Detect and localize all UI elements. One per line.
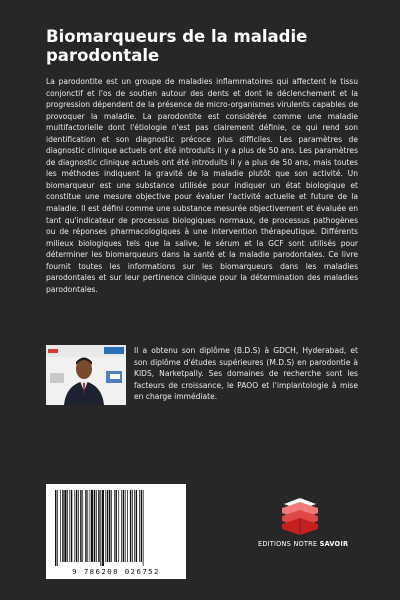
book-description: La parodontite est un groupe de maladies inflammatoires qui affectent le tissu conjonctif et l'os de soutien autour des dents et dont le déclenchement et la progression dépendent de la présence de micro-organismes virulents capables de provoquer la maladie. La parodontite est considérée comme une maladie multifactorielle dont l'étiologie n'est pas clairement définie, ce qui rend son identification et son diagnostic précoce plus difficiles. Les paramètres de diagnostic clinique actuels ont été introduits il y a plus de 50 ans. Les paramètres de diagnostic clinique actuels ont été introduits il y a plus de 50 ans, mais toutes les méthodes indiquent la gravité de la maladie plutôt que son activité. Un biomarqueur est une substance utilisée pour indiquer un état biologique et constitue une mesure objective pour évaluer l'activité actuelle et future de la maladie. Il est défini comme une substance mesurée objectivement et évaluée en tant qu'indicateur de processus biologiques normaux, de processus pathogènes ou de réponses pharmacologiques à une intervention thérapeutique. Différents milieux biologiques tels que la salive, le sérum et la GCF sont utilisés pour déterminer les biomarqueurs dans la santé et la maladie parodontales. Ce livre fournit toutes les informations sur les biomarqueurs dans les maladies parodontales et sur leur pertinence clinique pour la détermination des maladies parodontales.: [46, 77, 358, 294]
barcode-bar: [121, 490, 122, 562]
barcode-bar: [94, 490, 95, 562]
barcode-bar: [125, 490, 126, 562]
barcode-bar: [127, 490, 128, 562]
book-title: Biomarqueurs de la maladie parodontale: [46, 27, 308, 65]
publisher-logo: [258, 494, 349, 556]
barcode-bar: [134, 490, 135, 562]
barcode-bar: [71, 490, 72, 562]
barcode-bar: [57, 490, 58, 566]
barcode-bar: [82, 490, 83, 562]
barcode-bars: [46, 484, 186, 579]
author-portrait-image: [46, 345, 126, 405]
barcode-bar: [107, 490, 108, 562]
barcode-bar: [64, 490, 66, 562]
barcode-bar: [85, 490, 86, 562]
barcode-bar: [69, 490, 70, 562]
barcode-bar: [74, 490, 75, 562]
barcode-bar: [109, 490, 110, 562]
isbn-barcode: [46, 484, 186, 579]
barcode-bar: [62, 490, 63, 562]
barcode-bar: [55, 490, 56, 566]
barcode-bar: [78, 490, 79, 562]
barcode-bar: [90, 490, 91, 562]
barcode-bar: [136, 490, 137, 562]
barcode-bar: [96, 490, 97, 562]
barcode-bar: [139, 490, 140, 562]
barcode-bar: [100, 490, 101, 566]
author-photo: [46, 345, 126, 405]
publisher-name: EDITIONS NOTRE SAVOIR: [258, 540, 349, 548]
barcode-bar: [67, 490, 68, 562]
author-biography: Il a obtenu son diplôme (B.D.S) à GDCH, Hyderabad, et son diplôme d'études supérieures (M.D.S) en parodontie à KIDS, Narketpally. Ses domaines de recherche sont les facteurs de croissance, le PAOO et l'implantologie à mise en charge immédiate.: [134, 346, 358, 402]
barcode-bar: [111, 490, 112, 562]
barcode-bar: [115, 490, 116, 562]
barcode-bar: [132, 490, 133, 562]
barcode-bar: [141, 490, 142, 562]
barcode-bar: [123, 490, 124, 562]
barcode-bar: [114, 490, 115, 562]
barcode-bar: [118, 490, 119, 562]
barcode-bar: [143, 490, 144, 566]
barcode-bar: [105, 490, 106, 562]
barcode-bar: [130, 490, 131, 562]
barcode-bar: [87, 490, 88, 562]
barcode-bar: [80, 490, 81, 562]
barcode-bar: [98, 490, 99, 562]
barcode-bar: [91, 490, 93, 562]
barcode-bar: [102, 490, 104, 566]
barcode-bar: [76, 490, 77, 562]
barcode-bar: [60, 490, 61, 562]
isbn-number: 9 786208 026752: [72, 567, 160, 576]
book-stack-icon: [258, 494, 342, 538]
